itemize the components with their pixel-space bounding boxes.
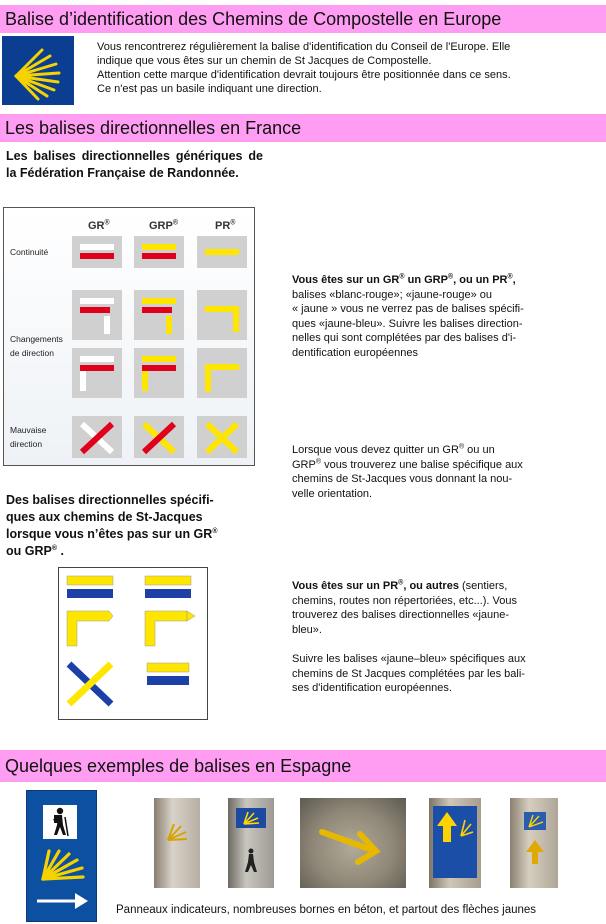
text-line: nelles qui sont complétées par des balises d'i- xyxy=(292,332,517,345)
yellow-blue-marker-graphics xyxy=(59,568,207,719)
st-jacques-marker-image xyxy=(58,567,208,720)
text-line: balises «blanc-rouge»; «jaune-rouge» ou xyxy=(292,288,492,301)
text-line: ques «jaune-bleu». Suivre les balises direction- xyxy=(292,317,523,330)
ffrp-marker-graphics xyxy=(4,208,254,465)
row-label-continuity: Continuité xyxy=(10,247,49,257)
text-line: ses d'identification européennes. xyxy=(292,682,452,695)
text-line: bleu». xyxy=(292,623,322,636)
text-line: Vous rencontrerez régulièrement la balise d'identification du Conseil de l'Europe. Elle xyxy=(97,41,511,53)
shell-icon xyxy=(2,36,74,105)
text-line: indique que vous êtes sur un chemin de St Jacques de Compostelle. xyxy=(97,55,432,67)
section-title-spain: Quelques exemples de balises en Espagne xyxy=(0,750,606,782)
hiker-icon xyxy=(240,848,262,874)
pr-description xyxy=(292,579,577,696)
text-line: Attention cette marque d'identification devrait toujours être positionnée dans ce sens. xyxy=(97,69,511,81)
section-title-france: Les balises directionnelles en France xyxy=(0,114,606,142)
photo-concrete-marker-hiker xyxy=(228,798,274,888)
column-pr: PR® xyxy=(215,219,236,232)
text-line: trouverez des balises directionnelles «jaune- xyxy=(292,609,510,622)
photo-marker-shell-arrow xyxy=(510,798,558,888)
photo-concrete-marker-shell xyxy=(154,798,200,888)
text-line: dentification européennes xyxy=(292,346,418,359)
text-line: GRP® vous trouverez une balise spécifique aux xyxy=(292,457,523,471)
text-line: velle orientation. xyxy=(292,487,373,500)
text-line: Lorsque vous devez quitter un GR® ou un xyxy=(292,443,495,456)
row-label-change: Changements de direction xyxy=(10,334,63,358)
eu-shell-logo xyxy=(2,36,74,105)
text-line: Vous êtes sur un PR®, ou autres (sentiers, xyxy=(292,579,508,592)
text-line: chemins de St Jacques complétées par les bali- xyxy=(292,667,525,680)
hiker-icon xyxy=(43,805,77,839)
text-line: Vous êtes sur un GR® un GRP®, ou un PR®, xyxy=(292,273,516,286)
gr-grp-pr-description xyxy=(292,273,572,361)
column-gr: GR® xyxy=(88,219,110,232)
leave-gr-description xyxy=(292,443,572,501)
text-line: Suivre les balises «jaune–bleu» spécifiques aux xyxy=(292,652,526,665)
column-grp: GRP® xyxy=(149,219,179,232)
text-line: chemins de St-Jacques vous donnant la nou- xyxy=(292,473,513,486)
identification-description xyxy=(97,40,602,96)
text-line: chemins, routes non répertoriées, etc...). Vous xyxy=(292,594,518,607)
arrow-right-icon xyxy=(35,891,90,911)
ffrp-marker-table xyxy=(3,207,255,466)
photo-rock-yellow-arrow xyxy=(300,798,406,888)
section-title-identification: Balise d’identification des Chemins de Compostelle en Europe xyxy=(0,5,606,33)
photo-marker-yellow-arrow-up xyxy=(429,798,481,888)
shell-icon xyxy=(35,845,90,885)
text-line: « jaune » vous ne verrez pas de balises spécifi- xyxy=(292,303,524,316)
spanish-signpost xyxy=(26,790,97,922)
generic-markers-heading: Les balises directionnelles génériques de la Fédération Française de Randonnée. xyxy=(6,149,263,180)
row-label-wrong: Mauvaise direction xyxy=(10,425,47,449)
spain-caption: Panneaux indicateurs, nombreuses bornes en béton, et partout des flèches jaunes xyxy=(116,904,537,916)
specific-markers-heading: Des balises directionnelles spécifi- ques aux chemins de St-Jacques lorsque vous n’êtes pas sur un GR® ou GRP® . xyxy=(6,493,218,558)
text-line: Ce n'est pas un basile indiquant une direction. xyxy=(97,83,322,95)
